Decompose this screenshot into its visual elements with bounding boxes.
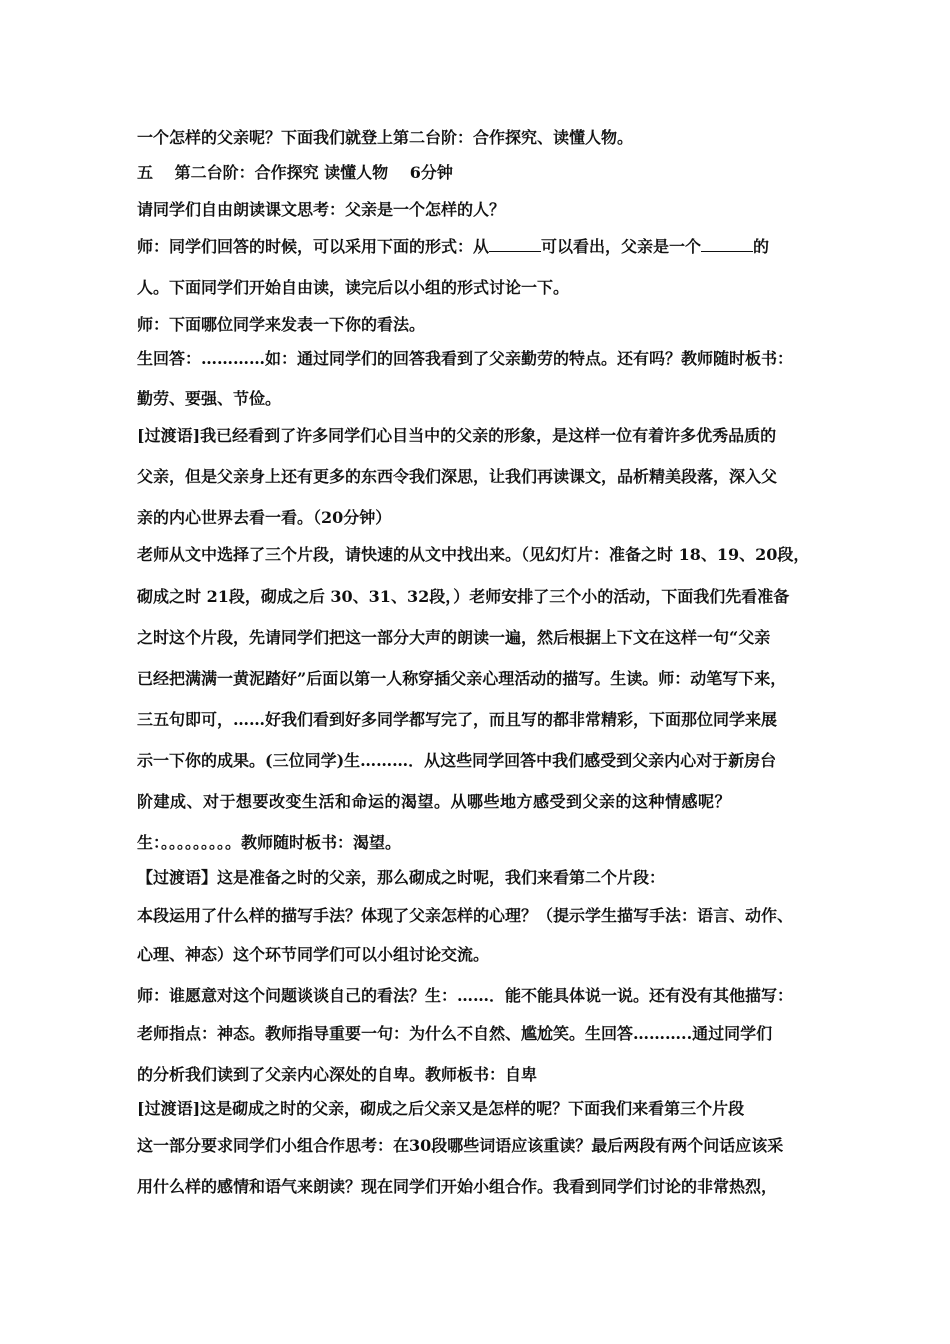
text-line-5: 人。下面同学们开始自由读，读完后以小组的形式讨论一下。 — [137, 278, 570, 297]
line4-part-a: 师：同学们回答的时候，可以采用下面的形式：从 — [137, 237, 490, 256]
text-line-19: 生：。。。。。。。。。教师随时板书：渴望。 — [137, 833, 402, 852]
text-line-3: 请同学们自由朗读课文思考：父亲是一个怎样的人？ — [137, 200, 506, 219]
text-line-28: 用什么样的感情和语气来朗读？现在同学们开始小组合作。我看到同学们讨论的非常热烈， — [137, 1177, 778, 1196]
text-line-21: 本段运用了什么样的描写手法？体现了父亲怎样的心理？（提示学生描写手法：语言、动作、 — [137, 906, 794, 925]
text-line-4 — [137, 237, 769, 257]
line4-part-b: 可以看出，父亲是一个 — [541, 237, 702, 256]
section-heading: 五 第二台阶：合作探究 读懂人物 6分钟 — [137, 163, 453, 182]
text-line-27: 这一部分要求同学们小组合作思考：在30段哪些词语应该重读？最后两段有两个问话应该采 — [137, 1136, 784, 1155]
text-line-22: 心理、神态）这个环节同学们可以小组讨论交流。 — [137, 945, 490, 964]
text-line-23: 师：谁愿意对这个问题谈谈自己的看法？生：……．能不能具体说一说。还有没有其他描写： — [137, 986, 794, 1005]
text-line-14: 之时这个片段，先请同学们把这一部分大声的朗读一遍，然后根据上下文在这样一句“父亲 — [137, 628, 771, 647]
text-line-7: 生回答：…………如：通过同学们的回答我看到了父亲勤劳的特点。还有吗？教师随时板书： — [137, 349, 794, 368]
text-line-25: 的分析我们读到了父亲内心深处的自卑。教师板书：自卑 — [137, 1065, 538, 1084]
text-line-11: 亲的内心世界去看一看。（20分钟） — [137, 508, 392, 527]
text-line-6: 师：下面哪位同学来发表一下你的看法。 — [137, 315, 426, 334]
line4-part-c: 的 — [753, 237, 770, 256]
text-line-20: 【过渡语】这是准备之时的父亲，那么砌成之时呢，我们来看第二个片段： — [137, 868, 666, 887]
text-line-10: 父亲，但是父亲身上还有更多的东西令我们深思，让我们再读课文，品析精美段落，深入父 — [137, 467, 778, 486]
text-line-9: [过渡语]我已经看到了许多同学们心目当中的父亲的形象，是这样一位有着许多优秀品质的 — [137, 426, 777, 445]
text-line-12: 老师从文中选择了三个片段，请快速的从文中找出来。（见幻灯片：准备之时 18、19、20段， — [137, 545, 810, 564]
text-line-13: 砌成之时 21段，砌成之后 30、31、32段，）老师安排了三个小的活动，下面我们先看准备 — [137, 587, 790, 606]
text-line-8: 勤劳、要强、节俭。 — [137, 389, 282, 408]
text-line-18: 阶建成、对于想要改变生活和命运的渴望。从哪些地方感受到父亲的这种情感呢？ — [137, 792, 732, 811]
text-line-24: 老师指点：神态。教师指导重要一句：为什么不自然、尴尬笑。生回答………..通过同学们 — [137, 1024, 773, 1043]
text-line-17: 示一下你的成果。(三位同学)生………．从这些同学回答中我们感受到父亲内心对于新房台 — [137, 751, 777, 770]
text-line-26: [过渡语]这是砌成之时的父亲，砌成之后父亲又是怎样的呢？下面我们来看第三个片段 — [137, 1099, 745, 1118]
fill-blank-1 — [489, 237, 541, 252]
fill-blank-2 — [701, 237, 753, 252]
text-line-1: 一个怎样的父亲呢？下面我们就登上第二台阶：合作探究、读懂人物。 — [137, 128, 634, 147]
text-line-16: 三五句即可，……好我们看到好多同学都写完了，而且写的都非常精彩，下面那位同学来展 — [137, 710, 778, 729]
text-line-15: 已经把满满一黄泥踏好”后面以第一人称穿插父亲心理活动的描写。生读。师：动笔写下来， — [137, 669, 787, 688]
